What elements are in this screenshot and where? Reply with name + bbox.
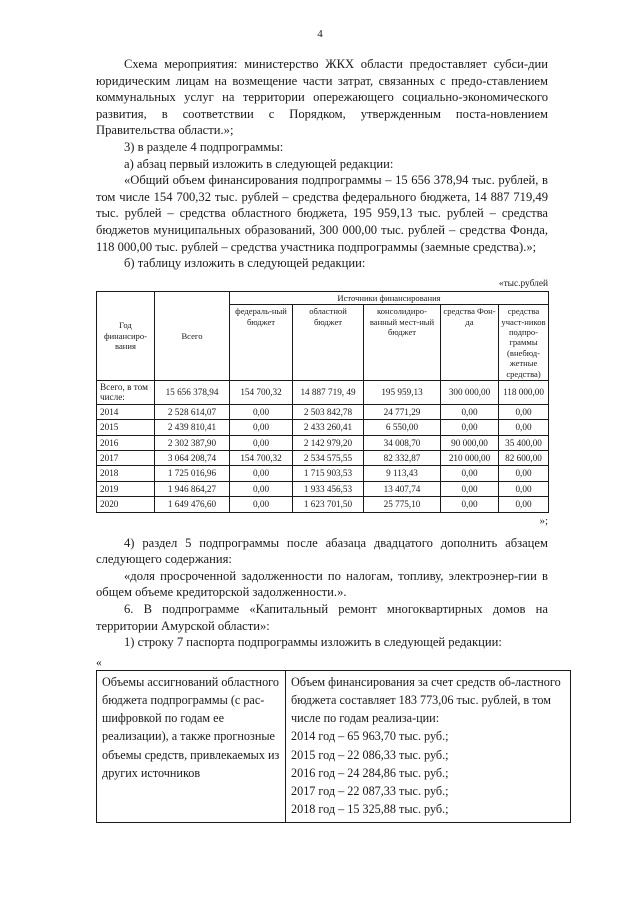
cell-value: 14 887 719, 49	[293, 380, 364, 404]
passport-value-years	[291, 727, 565, 818]
passport-value-intro: Объем финансирования за счет средств об-ластного бюджета составляет 183 773,06 тыс. рублей, в том числе по годам реализа-ции:	[291, 674, 561, 726]
cell-year: 2020	[97, 497, 155, 512]
cell-value: 2 534 575,55	[293, 451, 364, 466]
cell-value: 82 600,00	[499, 451, 549, 466]
th-total: Всего	[155, 291, 230, 380]
cell-value: 0,00	[230, 466, 293, 481]
cell-year: 2018	[97, 466, 155, 481]
cell-value: 118 000,00	[499, 380, 549, 404]
paragraph-scheme: Схема мероприятия: министерство ЖКХ области предоставляет субси-дии юридическим лицам на возмещение части затрат, связанных с предо-ставлением коммунальных услуг на территории опережающего социально-экономического развития, в соответствии с Порядком, утвержденным поста-новлением Правительства области.»;	[96, 57, 548, 138]
cell-value: 0,00	[230, 420, 293, 435]
cell-value: 1 946 864,27	[155, 481, 230, 496]
cell-value: 2 528 614,07	[155, 404, 230, 419]
cell-value: 90 000,00	[441, 435, 499, 450]
table-row	[97, 466, 549, 481]
cell-value: 1 649 476,60	[155, 497, 230, 512]
cell-year: 2014	[97, 404, 155, 419]
table-row	[97, 404, 549, 419]
th-year: Год финансиро-вания	[97, 291, 155, 380]
cell-value: 3 064 208,74	[155, 451, 230, 466]
paragraph-item-6-1: 1) строку 7 паспорта подпрограммы изложить в следующей редакции:	[124, 635, 502, 650]
cell-year: 2015	[97, 420, 155, 435]
cell-value: 0,00	[230, 497, 293, 512]
cell-value: 25 775,10	[364, 497, 441, 512]
cell-value: 0,00	[230, 481, 293, 496]
th-regional-budget: областной бюджет	[293, 305, 364, 381]
cell-value: 9 113,43	[364, 466, 441, 481]
passport-table-row	[97, 670, 571, 823]
paragraph-item-3a: а) абзац первый изложить в следующей редакции:	[124, 156, 394, 171]
cell-year: 2017	[97, 451, 155, 466]
cell-value: 0,00	[441, 466, 499, 481]
passport-year-line: 2014 год – 65 963,70 тыс. руб.;	[291, 729, 449, 744]
cell-value: 6 550,00	[364, 420, 441, 435]
cell-value: 0,00	[499, 420, 549, 435]
cell-value: 13 407,74	[364, 481, 441, 496]
table-row	[97, 435, 549, 450]
table-closing-quote: »;	[539, 514, 548, 527]
cell-value: 0,00	[230, 435, 293, 450]
cell-value: 35 400,00	[499, 435, 549, 450]
cell-value: 154 700,32	[230, 380, 293, 404]
table-row	[97, 420, 549, 435]
cell-value: 154 700,32	[230, 451, 293, 466]
cell-value: 0,00	[441, 404, 499, 419]
financing-table-head	[97, 291, 549, 380]
th-federal-budget: федераль-ный бюджет	[230, 305, 293, 381]
passport-year-line: 2016 год – 24 284,86 тыс. руб.;	[291, 765, 449, 780]
table-units-caption: «тыс.рублей	[498, 278, 548, 289]
cell-value: 34 008,70	[364, 435, 441, 450]
th-fund-funds: средства Фон-да	[441, 305, 499, 381]
cell-value: 15 656 378,94	[155, 380, 230, 404]
table-row	[97, 481, 549, 496]
cell-value: 0,00	[499, 404, 549, 419]
cell-value: 1 715 903,53	[293, 466, 364, 481]
financing-sources-table	[96, 291, 549, 513]
cell-value: 1 933 456,53	[293, 481, 364, 496]
passport-row-value	[286, 670, 571, 823]
paragraph-item-6: 6. В подпрограмме «Капитальный ремонт многоквартирных домов на территории Амурской области»:	[96, 602, 548, 633]
paragraph-item-3: 3) в разделе 4 подпрограммы:	[124, 139, 284, 154]
paragraph-total-funding: «Общий объем финансирования подпрограммы – 15 656 378,94 тыс. рублей, в том числе 154 700,32 тыс. рублей – средства федерального бюджета, 14 887 719,49 тыс. рублей – средства областного бюджета, 195 959,13 тыс. рублей – средства бюджетов муниципальных образований, 300 000,00 тыс. рублей – средства Фонда, 118 000,00 тыс. рублей – средства участника подпрограммы (заемные средства).»;	[96, 173, 548, 254]
cell-value: 2 142 979,20	[293, 435, 364, 450]
cell-value: 2 439 810,41	[155, 420, 230, 435]
paragraph-overdue-debt: «доля просроченной задолженности по налогам, топливу, электроэнер-гии в общем объеме кредиторской задолженности.».	[96, 568, 548, 600]
cell-value: 0,00	[499, 466, 549, 481]
table-row	[97, 497, 549, 512]
cell-value: 1 623 701,50	[293, 497, 364, 512]
cell-value: 2 433 260,41	[293, 420, 364, 435]
cell-value: 0,00	[441, 420, 499, 435]
passport-year-line: 2017 год – 22 087,33 тыс. руб.;	[291, 784, 449, 798]
cell-year: 2019	[97, 481, 155, 496]
cell-value: 195 959,13	[364, 380, 441, 404]
cell-year: 2016	[97, 435, 155, 450]
cell-value: 2 503 842,78	[293, 404, 364, 419]
cell-value: 82 332,87	[364, 451, 441, 466]
table-header-row-1	[97, 291, 549, 304]
paragraph-item-3b: б) таблицу изложить в следующей редакции:	[124, 256, 366, 271]
cell-value: 300 000,00	[441, 380, 499, 404]
cell-year: Всего, в том числе:	[97, 380, 155, 404]
financing-table-body	[97, 380, 549, 512]
page-content	[96, 56, 561, 823]
th-participants-funds: средства участ-ников подпро-граммы (внебюд-жетные средства)	[499, 305, 549, 381]
passport-row-label: Объемы ассигнований областного бюджета подпрограммы (с рас-шифровкой по годам ее реализации), а также прогнозные объемы средств, привлекаемых из других источников	[97, 670, 286, 823]
passport-year-line: 2018 год – 15 325,88 тыс. руб.;	[291, 802, 449, 817]
passport-row-table	[96, 670, 571, 824]
passport-year-line: 2015 год – 22 086,33 тыс. руб.;	[291, 747, 449, 762]
cell-value: 0,00	[230, 404, 293, 419]
page-number: 4	[317, 28, 323, 40]
cell-value: 24 771,29	[364, 404, 441, 419]
paragraph-item-4: 4) раздел 5 подпрограммы после абазаца двадцатого дополнить абзацем следующего содержания:	[96, 535, 548, 567]
cell-value: 0,00	[441, 481, 499, 496]
cell-value: 0,00	[499, 497, 549, 512]
passport-opening-quote: «	[96, 656, 102, 669]
table-row	[97, 451, 549, 466]
th-sources-group: Источники финансирования	[230, 291, 549, 304]
cell-value: 0,00	[441, 497, 499, 512]
cell-value: 2 302 387,90	[155, 435, 230, 450]
cell-value: 0,00	[499, 481, 549, 496]
cell-value: 1 725 016,96	[155, 466, 230, 481]
cell-value: 210 000,00	[441, 451, 499, 466]
table-row	[97, 380, 549, 404]
th-consolidated-local-budget: консолидиро-ванный мест-ный бюджет	[364, 305, 441, 381]
